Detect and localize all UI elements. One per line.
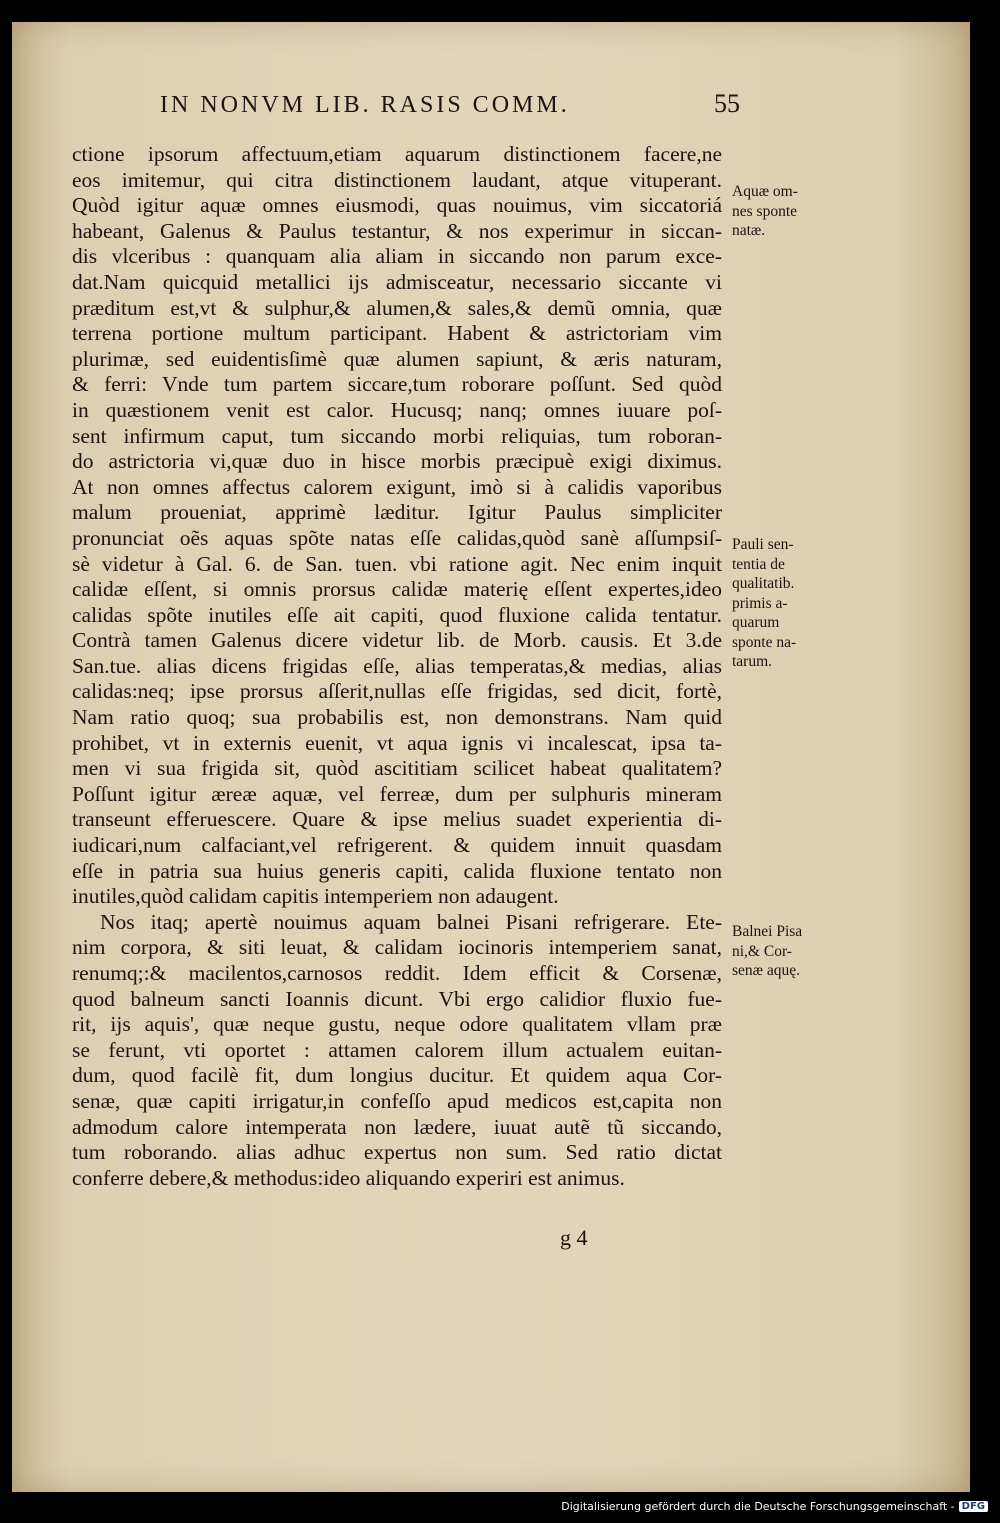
footer-credit bbox=[561, 1500, 988, 1513]
text-line: se ferunt, vti oportet : attamen calorem illum actualem euitan- bbox=[72, 1037, 722, 1062]
text-line: pronunciat oẽs aquas spõte natas eſſe calidas,quòd sanè aſſumpsiſ- bbox=[72, 525, 722, 550]
margin-note-line: Aquæ om- bbox=[732, 183, 798, 200]
text-line: sent infirmum caput, tum siccando morbi reliquias, tum roboran- bbox=[72, 423, 722, 448]
text-line: nim corpora, & siti leuat, & calidam iocinoris intemperiem sanat, bbox=[72, 935, 722, 960]
main-text-block bbox=[72, 142, 722, 1191]
footer-credit-text: Digitalisierung gefördert durch die Deutsche Forschungsgemeinschaft - bbox=[561, 1500, 955, 1513]
signature-mark: g 4 bbox=[560, 1225, 588, 1250]
text-line: San.tue. alias dicens frigidas eſſe, alias temperatas,& medias, alias bbox=[72, 653, 722, 678]
text-line: terrena portione multum participant. Habent & astrictoriam vim bbox=[72, 321, 722, 346]
text-line: calidas spõte inutiles eſſe ait capiti, quod fluxione calida tentatur. bbox=[72, 602, 722, 627]
text-line: eſſe in patria sua huius generis capiti, calida fluxione tentato non bbox=[72, 858, 722, 883]
margin-note-line: quarum bbox=[732, 614, 780, 631]
margin-note-balnei bbox=[732, 922, 842, 981]
margin-note-aquae bbox=[732, 182, 842, 241]
text-line: Contrà tamen Galenus dicere videtur lib. de Morb. causis. Et 3.de bbox=[72, 628, 722, 653]
text-line: rit, ijs aquis', quæ neque gustu, neque odore qualitatem vllam præ bbox=[72, 1012, 722, 1037]
text-line: inutiles,quòd calidam capitis intemperiem non adaugent. bbox=[72, 884, 559, 909]
text-line: eos imitemur, qui citra distinctionem laudant, atque vituperant. bbox=[72, 167, 722, 192]
text-line: calidas:neq; ipse prorsus aſſerit,nullas eſſe frigidas, sed dicit, fortè, bbox=[72, 679, 722, 704]
text-line: Nos itaq; apertè nouimus aquam balnei Pisani refrigerare. Ete- bbox=[100, 909, 722, 934]
text-line: do astrictoria vi,quæ duo in hisce morbis præcipuè exigi diximus. bbox=[72, 449, 722, 474]
margin-note-line: Balnei Pisa bbox=[732, 923, 803, 940]
text-line: senæ, quæ capiti irrigatur,in confeſſo apud medicos est,capita non bbox=[72, 1088, 722, 1113]
margin-note-line: qualitatib. bbox=[732, 575, 795, 592]
text-line: sè videtur à Gal. 6. de San. tuen. vbi ratione agit. Nec enim inquit bbox=[72, 551, 722, 576]
text-line: At non omnes affectus calorem exigunt, imò si à calidis vaporibus bbox=[72, 474, 722, 499]
page-number: 55 bbox=[714, 89, 740, 118]
text-line: Quòd igitur aquæ omnes eiusmodi, quas nouimus, vim siccatoriá bbox=[72, 193, 722, 218]
text-line: iudicari,num calfaciant,vel refrigerent. & quidem innuit quasdam bbox=[72, 833, 722, 858]
text-line: quod balneum sancti Ioannis dicunt. Vbi ergo calidior fluxio fue- bbox=[72, 986, 722, 1011]
text-line: ctione ipsorum affectuum,etiam aquarum distinctionem facere,ne bbox=[72, 142, 722, 166]
text-line: conferre debere,& methodus:ideo aliquando experiri est animus. bbox=[72, 1165, 625, 1190]
margin-note-line: senæ aquę. bbox=[732, 962, 801, 979]
text-line: renumq;:& macilentos,carnosos reddit. Idem efficit & Corsenæ, bbox=[72, 961, 722, 985]
text-line: dis vlceribus : quanquam alia aliam in siccando non parum exce- bbox=[72, 244, 722, 269]
margin-note-line: Pauli sen- bbox=[732, 536, 794, 553]
header-title: IN NONVM LIB. RASIS COMM. bbox=[160, 92, 570, 118]
text-line: dum, quod facilè fit, dum longius ducitur. Et quidem aqua Cor- bbox=[72, 1063, 722, 1088]
text-line: habeant, Galenus & Paulus testantur, & nos experimur in siccan- bbox=[72, 218, 722, 243]
text-line: plurimæ, sed euidentisſimè quæ alumen sapiunt, & æris naturam, bbox=[72, 346, 722, 371]
text-line: præditum est,vt & sulphur,& alumen,& sales,& demũ omnia, quæ bbox=[72, 295, 722, 320]
margin-note-line: nes sponte bbox=[732, 202, 798, 220]
running-header bbox=[160, 89, 740, 119]
margin-note-line: sponte na- bbox=[732, 633, 797, 651]
text-line: & ferri: Vnde tum partem siccare,tum roborare poſſunt. Sed quòd bbox=[72, 372, 722, 397]
text-line: admodum calore intemperata non lædere, iuuat autẽ tũ siccando, bbox=[72, 1114, 722, 1139]
text-line: prohibet, vt in externis euenit, vt aqua ignis vi incalescat, ipsa ta- bbox=[72, 730, 722, 755]
margin-note-line: ni,& Cor- bbox=[732, 942, 792, 960]
margin-note-line: natæ. bbox=[732, 222, 766, 239]
text-line: calidæ eſſent, si omnis prorsus calidæ materię eſſent expertes,ideo bbox=[72, 577, 722, 602]
margin-note-pauli bbox=[732, 535, 842, 672]
text-line: tum roborando. alias adhuc expertus non sum. Sed ratio dictat bbox=[72, 1140, 722, 1165]
text-line: dat.Nam quicquid metallici ijs admisceatur, necessario siccante vi bbox=[72, 269, 722, 294]
text-line: Poſſunt igitur æreæ aquæ, vel ferreæ, dum per sulphuris mineram bbox=[72, 781, 722, 806]
text-line: malum proueniat, apprimè læditur. Igitur Paulus simpliciter bbox=[72, 500, 722, 525]
text-line: transeunt efferuescere. Quare & ipse melius suadet experientia di- bbox=[72, 807, 722, 832]
text-line: men vi sua frigida sit, quòd ascititiam scilicet habeat qualitatem? bbox=[72, 756, 722, 781]
dfg-logo: DFG bbox=[959, 1501, 988, 1512]
margin-note-line: tarum. bbox=[732, 653, 773, 670]
text-line: in quæstionem venit est calor. Hucusq; nanq; omnes iuuare poſ- bbox=[72, 397, 722, 422]
margin-note-line: tentia de bbox=[732, 555, 785, 573]
text-line: Nam ratio quoq; sua probabilis est, non demonstrans. Nam quid bbox=[72, 705, 722, 730]
margin-note-line: primis a- bbox=[732, 594, 788, 612]
